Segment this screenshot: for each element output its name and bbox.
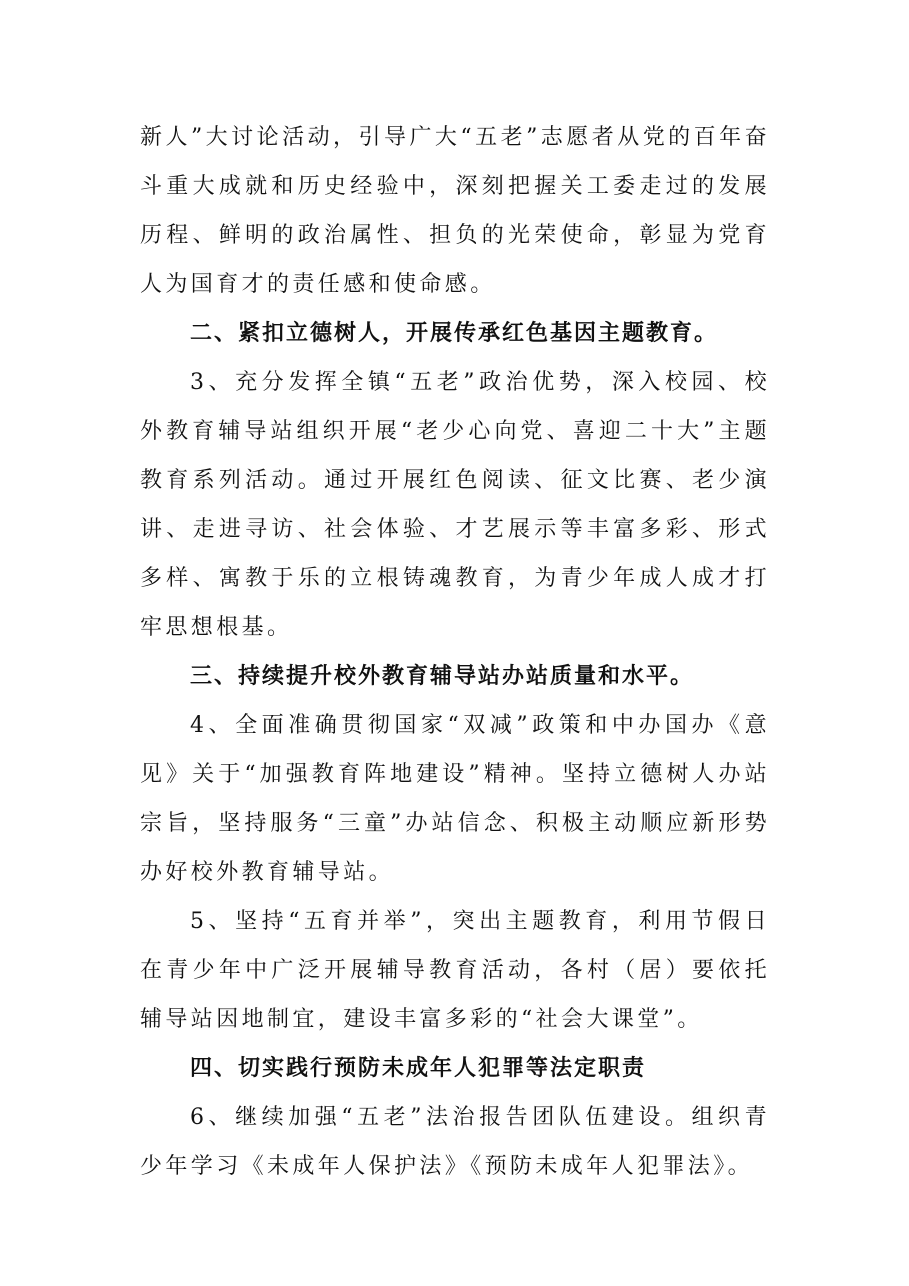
section-heading-4: 四、切实践行预防未成年人犯罪等法定职责 xyxy=(190,1056,647,1081)
paragraph-item-5: 5、坚持“五育并举”，突出主题教育，利用节假日在青少年中广泛开展辅导教育活动，各村（居）要依托辅导站因地制宜，建设丰富多彩的“社会大课堂”。 xyxy=(140,909,770,1032)
section-heading-3: 三、持续提升校外教育辅导站办站质量和水平。 xyxy=(190,664,695,689)
paragraph-item-4: 4、全面准确贯彻国家“双减”政策和中办国办《意见》关于“加强教育阵地建设”精神。坚持立德树人办站宗旨，坚持服务“三童”办站信念、积极主动顺应新形势办好校外教育辅导站。 xyxy=(140,713,770,885)
section-heading-2: 二、紧扣立德树人，开展传承红色基因主题教育。 xyxy=(190,321,719,346)
document-body xyxy=(140,113,770,1191)
paragraph-item-3: 3、充分发挥全镇“五老”政治优势，深入校园、校外教育辅导站组织开展“老少心向党、喜迎二十大”主题教育系列活动。通过开展红色阅读、征文比赛、老少演讲、走进寻访、社会体验、才艺展示等丰富多彩、形式多样、寓教于乐的立根铸魂教育，为青少年成人成才打牢思想根基。 xyxy=(140,370,770,640)
paragraph-item-6: 6、继续加强“五老”法治报告团队伍建设。组织青少年学习《未成年人保护法》《预防未成年人犯罪法》。 xyxy=(140,1105,770,1179)
paragraph-continuation: 新人”大讨论活动，引导广大“五老”志愿者从党的百年奋斗重大成就和历史经验中，深刻把握关工委走过的发展历程、鲜明的政治属性、担负的光荣使命，彰显为党育人为国育才的责任感和使命感。 xyxy=(140,125,770,297)
